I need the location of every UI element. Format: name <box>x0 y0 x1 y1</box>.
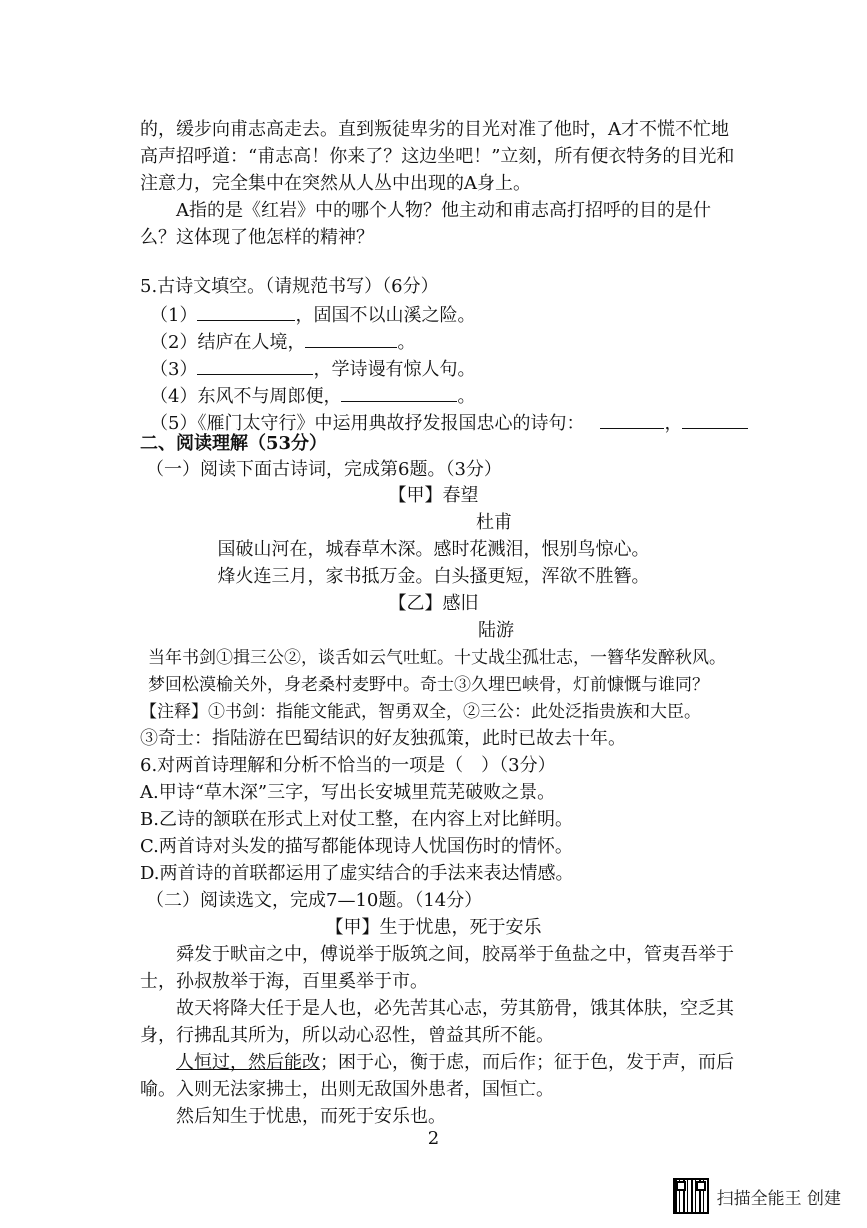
answer-blank[interactable] <box>197 302 295 321</box>
scanner-watermark <box>673 1178 841 1214</box>
q6-option-d: D.两首诗的首联都运用了虚实结合的手法来表达情感。 <box>140 863 574 884</box>
passage-line: 喻。入则无法家拂士，出则无敌国外患者，国恒亡。 <box>140 1079 554 1100</box>
item-text: （5）《雁门太守行》中运用典故抒发报国忠心的诗句： <box>150 413 585 434</box>
answer-blank[interactable] <box>682 410 748 429</box>
q5-title: 5.古诗文填空。（请规范书写）（6分） <box>140 276 439 297</box>
item-text: （4）东风不与周郎便， <box>150 386 342 407</box>
annotation-line: 【注释】①书剑：指能文能武，智勇双全，②三公：此处泛指贵族和大臣。 <box>140 702 701 722</box>
answer-blank[interactable] <box>341 383 457 402</box>
question-line: 么？这体现了他怎样的精神？ <box>140 227 374 248</box>
section-heading: 二、阅读理解（53分） <box>140 433 328 454</box>
item-end: 。 <box>457 386 476 407</box>
poem-line: 烽火连三月，家书抵万金。白头搔更短，浑欲不胜簪。 <box>217 566 650 587</box>
question-line: A指的是《红岩》中的哪个人物？他主动和甫志高打招呼的目的是什 <box>176 200 711 221</box>
answer-blank[interactable] <box>197 356 313 375</box>
item-comma: ， <box>664 413 683 434</box>
poem-line: 当年书剑①揖三公②，谈舌如云气吐虹。十丈战尘孤壮志，一簪华发醉秋风。 <box>148 648 726 668</box>
poem-author: 杜甫 <box>476 512 512 533</box>
passage-text: ；困于心，衡于虑，而后作；征于色，发于声，而后 <box>320 1052 734 1073</box>
underlined-phrase: 人恒过，然后能改 <box>176 1052 320 1073</box>
q5-item-1 <box>150 302 475 328</box>
q5-item-4 <box>150 383 475 409</box>
item-text: （2）结庐在人境， <box>150 332 306 353</box>
watermark-text: 扫描全能王 创建 <box>716 1188 841 1209</box>
poem-title: 【乙】感旧 <box>388 593 479 614</box>
answer-blank[interactable] <box>305 329 397 348</box>
item-text: ，学诗谩有惊人句。 <box>313 359 476 380</box>
passage-line: 舜发于畎亩之中，傅说举于版筑之间，胶鬲举于鱼盐之中，管夷吾举于 <box>176 944 734 965</box>
poem-author: 陆游 <box>478 620 514 641</box>
passage-line <box>176 1051 734 1075</box>
answer-blank[interactable] <box>600 410 664 429</box>
poem-line: 国破山河在，城春草木深。感时花溅泪，恨别鸟惊心。 <box>217 539 650 560</box>
passage-title: 【甲】生于忧患，死于安乐 <box>325 917 542 938</box>
passage-line: 高声招呼道：“甫志高！你来了？这边坐吧！”立刻，所有便衣特务的目光和 <box>140 146 735 167</box>
q5-item-2 <box>150 329 415 355</box>
poem-title: 【甲】春望 <box>388 485 479 506</box>
item-text: ，固国不以山溪之险。 <box>295 305 476 326</box>
passage-line: 身，行拂乱其所为，所以动心忍性，曾益其所不能。 <box>140 1025 554 1046</box>
item-end: 。 <box>397 332 416 353</box>
q6-stem: 6.对两首诗理解和分析不恰当的一项是（ ）（3分） <box>140 755 556 776</box>
q6-option-b: B.乙诗的颔联在形式上对仗工整，在内容上对比鲜明。 <box>140 809 573 830</box>
passage-line: 故天将降大任于是人也，必先苦其心志，劳其筋骨，饿其体肤，空乏其 <box>176 998 734 1019</box>
part-heading: （一）阅读下面古诗词，完成第6题。（3分） <box>146 459 502 480</box>
item-label: （1） <box>150 305 198 326</box>
q6-option-c: C.两首诗对头发的描写都能体现诗人忧国伤时的情怀。 <box>140 836 573 857</box>
poem-line: 梦回松漠榆关外，身老桑村麦野中。奇士③久埋巴峡骨，灯前慷慨与谁同？ <box>148 675 709 695</box>
part-heading: （二）阅读选文，完成7—10题。（14分） <box>146 890 483 911</box>
item-label: （3） <box>150 359 198 380</box>
qr-code-icon <box>673 1178 709 1214</box>
passage-line: 注意力，完全集中在突然从人丛中出现的A身上。 <box>140 173 531 194</box>
q6-option-a: A.甲诗“草木深”三字，写出长安城里荒芜破败之景。 <box>140 782 556 803</box>
annotation-line: ③奇士：指陆游在巴蜀结识的好友独孤策，此时已故去十年。 <box>140 728 626 749</box>
page-number: 2 <box>427 1128 440 1149</box>
passage-line: 的，缓步向甫志高走去。直到叛徒卑劣的目光对准了他时，A才不慌不忙地 <box>140 119 729 140</box>
q5-item-3 <box>150 356 475 382</box>
passage-line: 然后知生于忧患，而死于安乐也。 <box>176 1106 446 1127</box>
passage-line: 士，孙叔敖举于海，百里奚举于市。 <box>140 971 428 992</box>
